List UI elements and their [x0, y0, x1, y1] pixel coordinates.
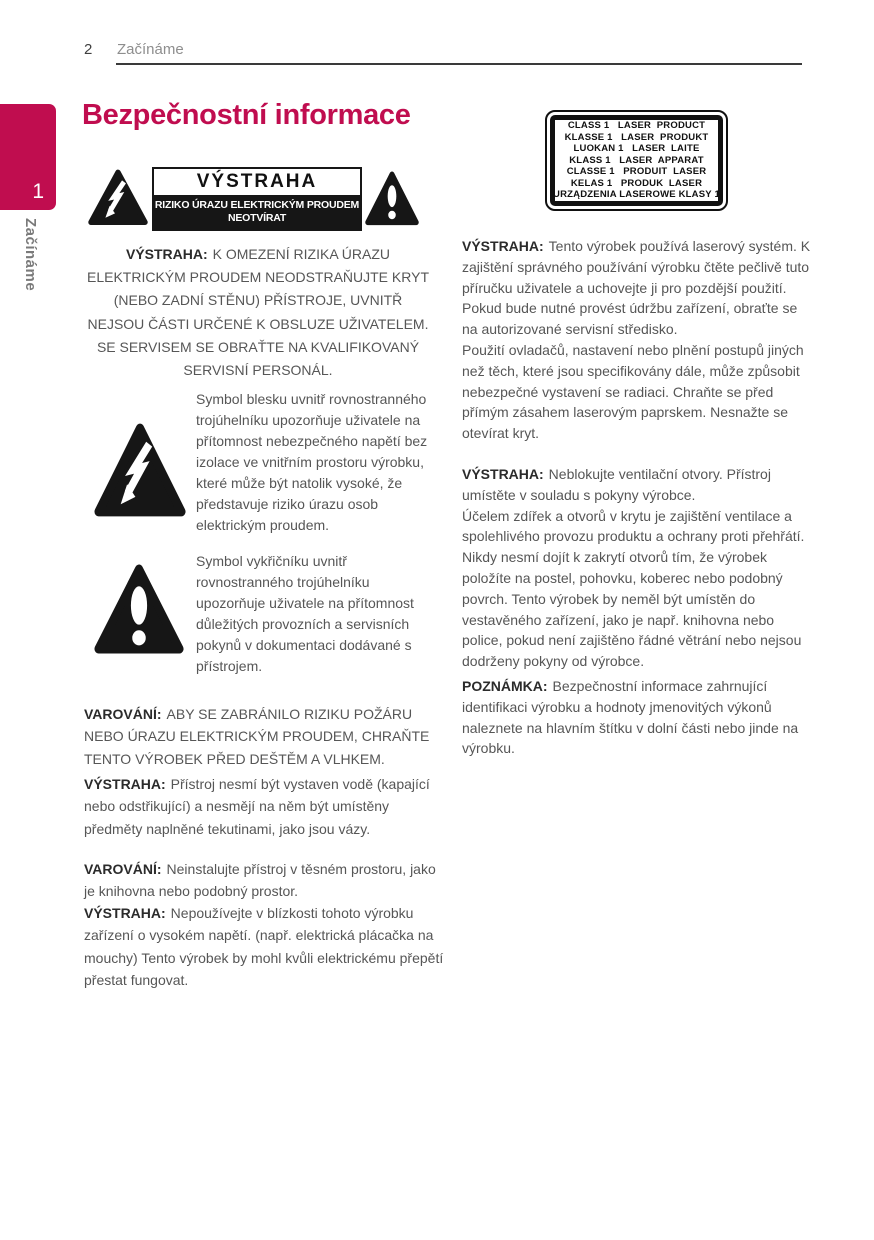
page-title: Bezpečnostní informace [82, 99, 411, 131]
lightning-triangle-icon [88, 168, 148, 231]
chapter-tab [0, 104, 56, 210]
caution-box-title: VÝSTRAHA [154, 169, 360, 195]
note-label: POZNÁMKA: [462, 678, 548, 694]
warning-paragraph-rain: VAROVÁNÍ: ABY SE ZABRÁNILO RIZIKU POŽÁRU NEBO ÚRAZU ELEKTRICKÝM PROUDEM, CHRAŇTE TENTO VÝROBEK PŘED DEŠTĚM A VLHKEM. [84, 706, 430, 767]
lightning-triangle-large-icon [94, 421, 186, 523]
ventilation-warning-paragraph: VÝSTRAHA: Neblokujte ventilační otvory. Přístroj umístěte v souladu s pokyny výrobce. Účelem zdířek a otvorů v krytu je zajištění ventilace a spolehlivého provozu produktu a ochrany proti přehřátí. Nikdy nesmí dojít k zakrytí otvorů tím, že výrobek položíte na postel, pohovku, koberec nebo podobný povrch. Tento výrobek by neměl být umístěn do vestavěného zařízení, jako je např. knihovna nebo police, pokud není zajištěno řádné větrání nebo nejsou dodrženy pokyny od výrobce. [462, 466, 805, 670]
exclamation-triangle-icon [365, 170, 419, 231]
warning-paragraph-enclosure: VAROVÁNÍ: Neinstalujte přístroj v těsném prostoru, jako je knihovna nebo podobný prostor. [84, 861, 436, 900]
caution-box [152, 167, 362, 231]
laser-warning-paragraph: VÝSTRAHA: Tento výrobek používá laserový systém. K zajištění správného používání výrobku čtěte pečlivě tuto příručku uživatele a uchovejte ji pro pozdější použití. Pokud bude nutné provést údržbu zařízení, obraťte se na autorizované servisní středisko. Použití ovladačů, nastavení nebo plnění postupů jiných než těch, které jsou specifikovány dále, může způsobit nebezpečné vystavení se radiaci. Chraňte se před přímým zásahem laserovým paprskem. Nesnažte se otevírat kryt. [462, 238, 811, 442]
warning-label: VAROVÁNÍ: [84, 706, 162, 722]
warning-paragraph-high-voltage: VÝSTRAHA: Nepoužívejte v blízkosti tohoto výrobku zařízení o vysokém napětí. (např. elektrická plácačka na mouchy) Tento výrobek by mohl kvůli elektrickému přepětí přestat fungovat. [84, 905, 444, 989]
caution-box-text: RIZIKO ÚRAZU ELEKTRICKÝM PROUDEM NEOTVÍRAT [154, 195, 360, 225]
laser-class-label [545, 110, 728, 211]
section-breadcrumb: Začínáme [117, 41, 184, 58]
caution-statement: VÝSTRAHA: K OMEZENÍ RIZIKA ÚRAZU ELEKTRICKÝM PROUDEM NEODSTRAŇUJTE KRYT (NEBO ZADNÍ STĚNU) PŘÍSTROJE, UVNITŘ NEJSOU ČÁSTI URČENÉ K OBSLUZE UŽIVATELEM. SE SERVISEM SE OBRAŤTE NA KVALIFIKOVANÝ SERVISNÍ PERSONÁL. [86, 246, 429, 379]
symbol-lightning-note: Symbol blesku uvnitř rovnostranného trojúhelníku upozorňuje uživatele na přítomnost nebezpečného napětí bez izolace ve vnitřním prostoru výrobku, které může být natolik vysoké, že představuje riziko úrazu osob elektrickým proudem. [196, 391, 428, 533]
page-number: 2 [84, 41, 93, 58]
warning-label: VÝSTRAHA: [84, 905, 166, 921]
note-paragraph: POZNÁMKA: Bezpečnostní informace zahrnující identifikaci výrobku a hodnoty jmenovitých výkonů naleznete na hlavním štítku v dolní části nebo jinde na výrobku. [462, 678, 799, 757]
warning-label: VÝSTRAHA: [84, 776, 166, 792]
laser-class-line: CLASS 1 LASER PRODUCT [567, 119, 706, 131]
symbol-exclamation-note: Symbol vykřičníku uvnitř rovnostranného trojúhelníku upozorňuje uživatele na přítomnost důležitých provozních a servisních pokynů v dokumentaci dodávané s přístrojem. [196, 553, 414, 674]
laser-class-line: LUOKAN 1 LASER LAITE [573, 143, 700, 155]
chapter-number: 1 [32, 180, 44, 203]
laser-class-line: KELAS 1 PRODUK LASER [570, 177, 703, 189]
warning-label: VAROVÁNÍ: [84, 861, 162, 877]
laser-class-label-inner [550, 115, 723, 206]
warning-paragraph-water: VÝSTRAHA: Přístroj nesmí být vystaven vodě (kapající nebo odstřikující) a nesmějí na něm být umístěny předměty naplněné tekutinami, jako jsou vázy. [84, 776, 430, 837]
header-rule [116, 63, 802, 65]
chapter-label: Začínáme [22, 218, 39, 292]
laser-class-line: URZĄDZENIA LASEROWE KLASY 1 [553, 189, 720, 201]
warning-label: VÝSTRAHA: [462, 466, 544, 482]
laser-class-line: KLASS 1 LASER APPARAT [569, 154, 704, 166]
warning-label: VÝSTRAHA: [462, 238, 544, 254]
laser-class-line: CLASSE 1 PRODUIT LASER [566, 166, 707, 178]
caution-statement-label: VÝSTRAHA: [125, 246, 208, 262]
laser-class-line: KLASSE 1 LASER PRODUKT [564, 131, 709, 143]
exclamation-triangle-large-icon [94, 562, 184, 660]
